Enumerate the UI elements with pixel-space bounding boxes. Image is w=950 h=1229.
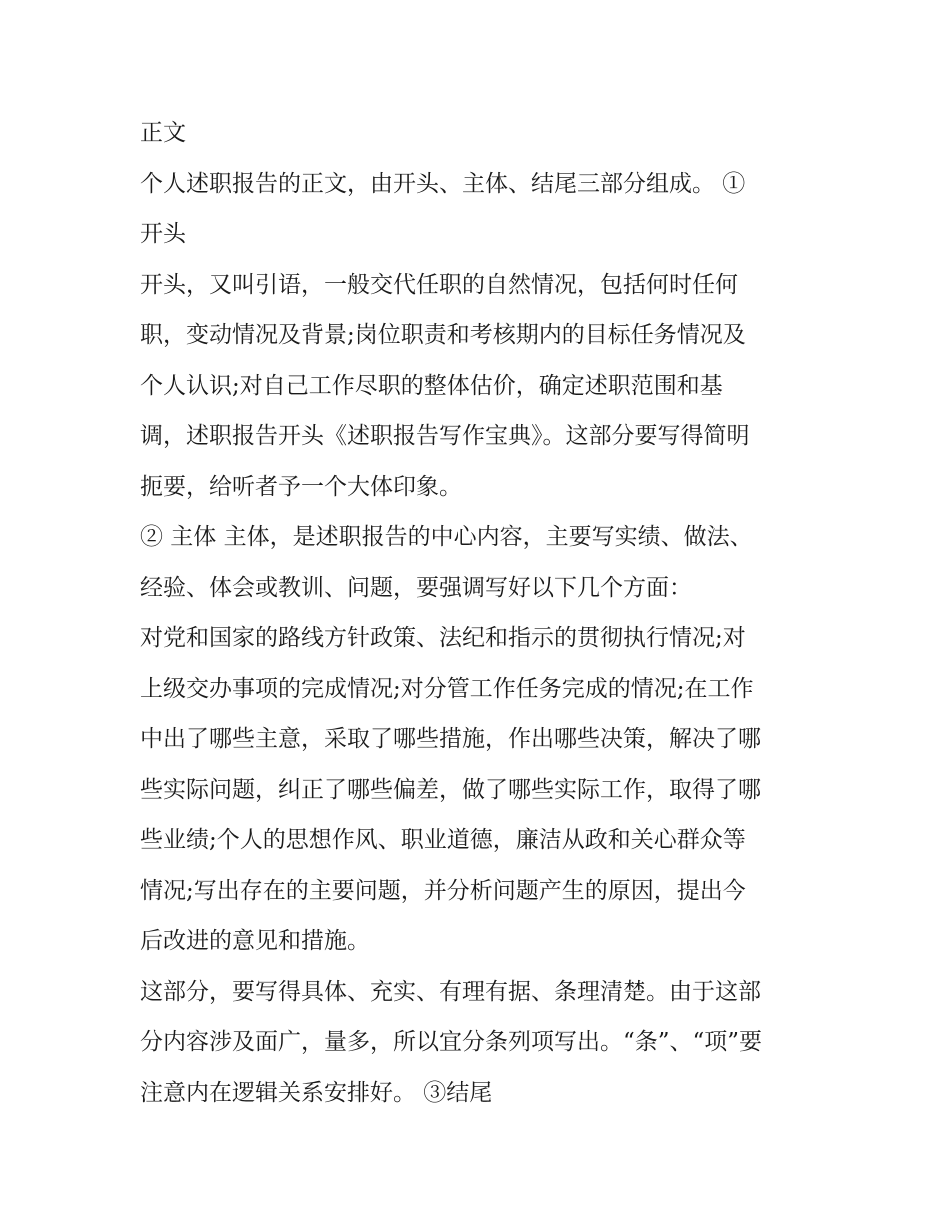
text-line: 开头，又叫引语，一般交代任职的自然情况，包括何时任何: [140, 271, 738, 298]
text-line: 扼要，给听者予一个大体印象。: [140, 473, 462, 500]
text-line: 职，变动情况及背景;岗位职责和考核期内的目标任务情况及: [140, 322, 746, 348]
text-line: 个人述职报告的正文，由开头、主体、结尾三部分组成。 ①: [140, 170, 746, 197]
text-line: 分内容涉及面广，量多，所以宜分条列项写出。“条”、“项”要: [140, 1029, 763, 1055]
text-line: 些实际问题，纠正了哪些偏差，做了哪些实际工作，取得了哪: [140, 776, 761, 803]
text-line: 个人认识;对自己工作尽职的整体估价，确定述职范围和基: [140, 372, 723, 399]
text-line: 这部分，要写得具体、充实、有理有据、条理清楚。由于这部: [140, 978, 761, 1005]
text-line: 对党和国家的路线方针政策、法纪和指示的贯彻执行情况;对: [140, 625, 746, 651]
subheading-zhuti: ② 主体 主体，是述职报告的中心内容，主要写实绩、做法、: [140, 524, 753, 550]
text-line: 些业绩;个人的思想作风、职业道德，廉洁从政和关心群众等: [140, 827, 746, 853]
text-line: 情况;写出存在的主要问题，并分析问题产生的原因，提出今: [140, 877, 746, 904]
text-line: 调，述职报告开头《述职报告写作宝典》。这部分要写得简明: [140, 423, 750, 449]
heading-zhengwen: 正文: [140, 120, 186, 146]
subheading-jiewei: 注意内在逻辑关系安排好。 ③结尾: [140, 1079, 493, 1106]
text-line: 经验、体会或教训、问题，要强调写好以下几个方面：: [140, 574, 692, 601]
text-line: 后改进的意见和措施。: [140, 928, 370, 954]
document-body: [140, 108, 830, 1118]
text-line: 上级交办事项的完成情况;对分管工作任务完成的情况;在工作: [140, 675, 754, 702]
subheading-kaitou: 开头: [140, 221, 186, 247]
text-line: 中出了哪些主意，采取了哪些措施，作出哪些决策，解决了哪: [140, 726, 761, 752]
